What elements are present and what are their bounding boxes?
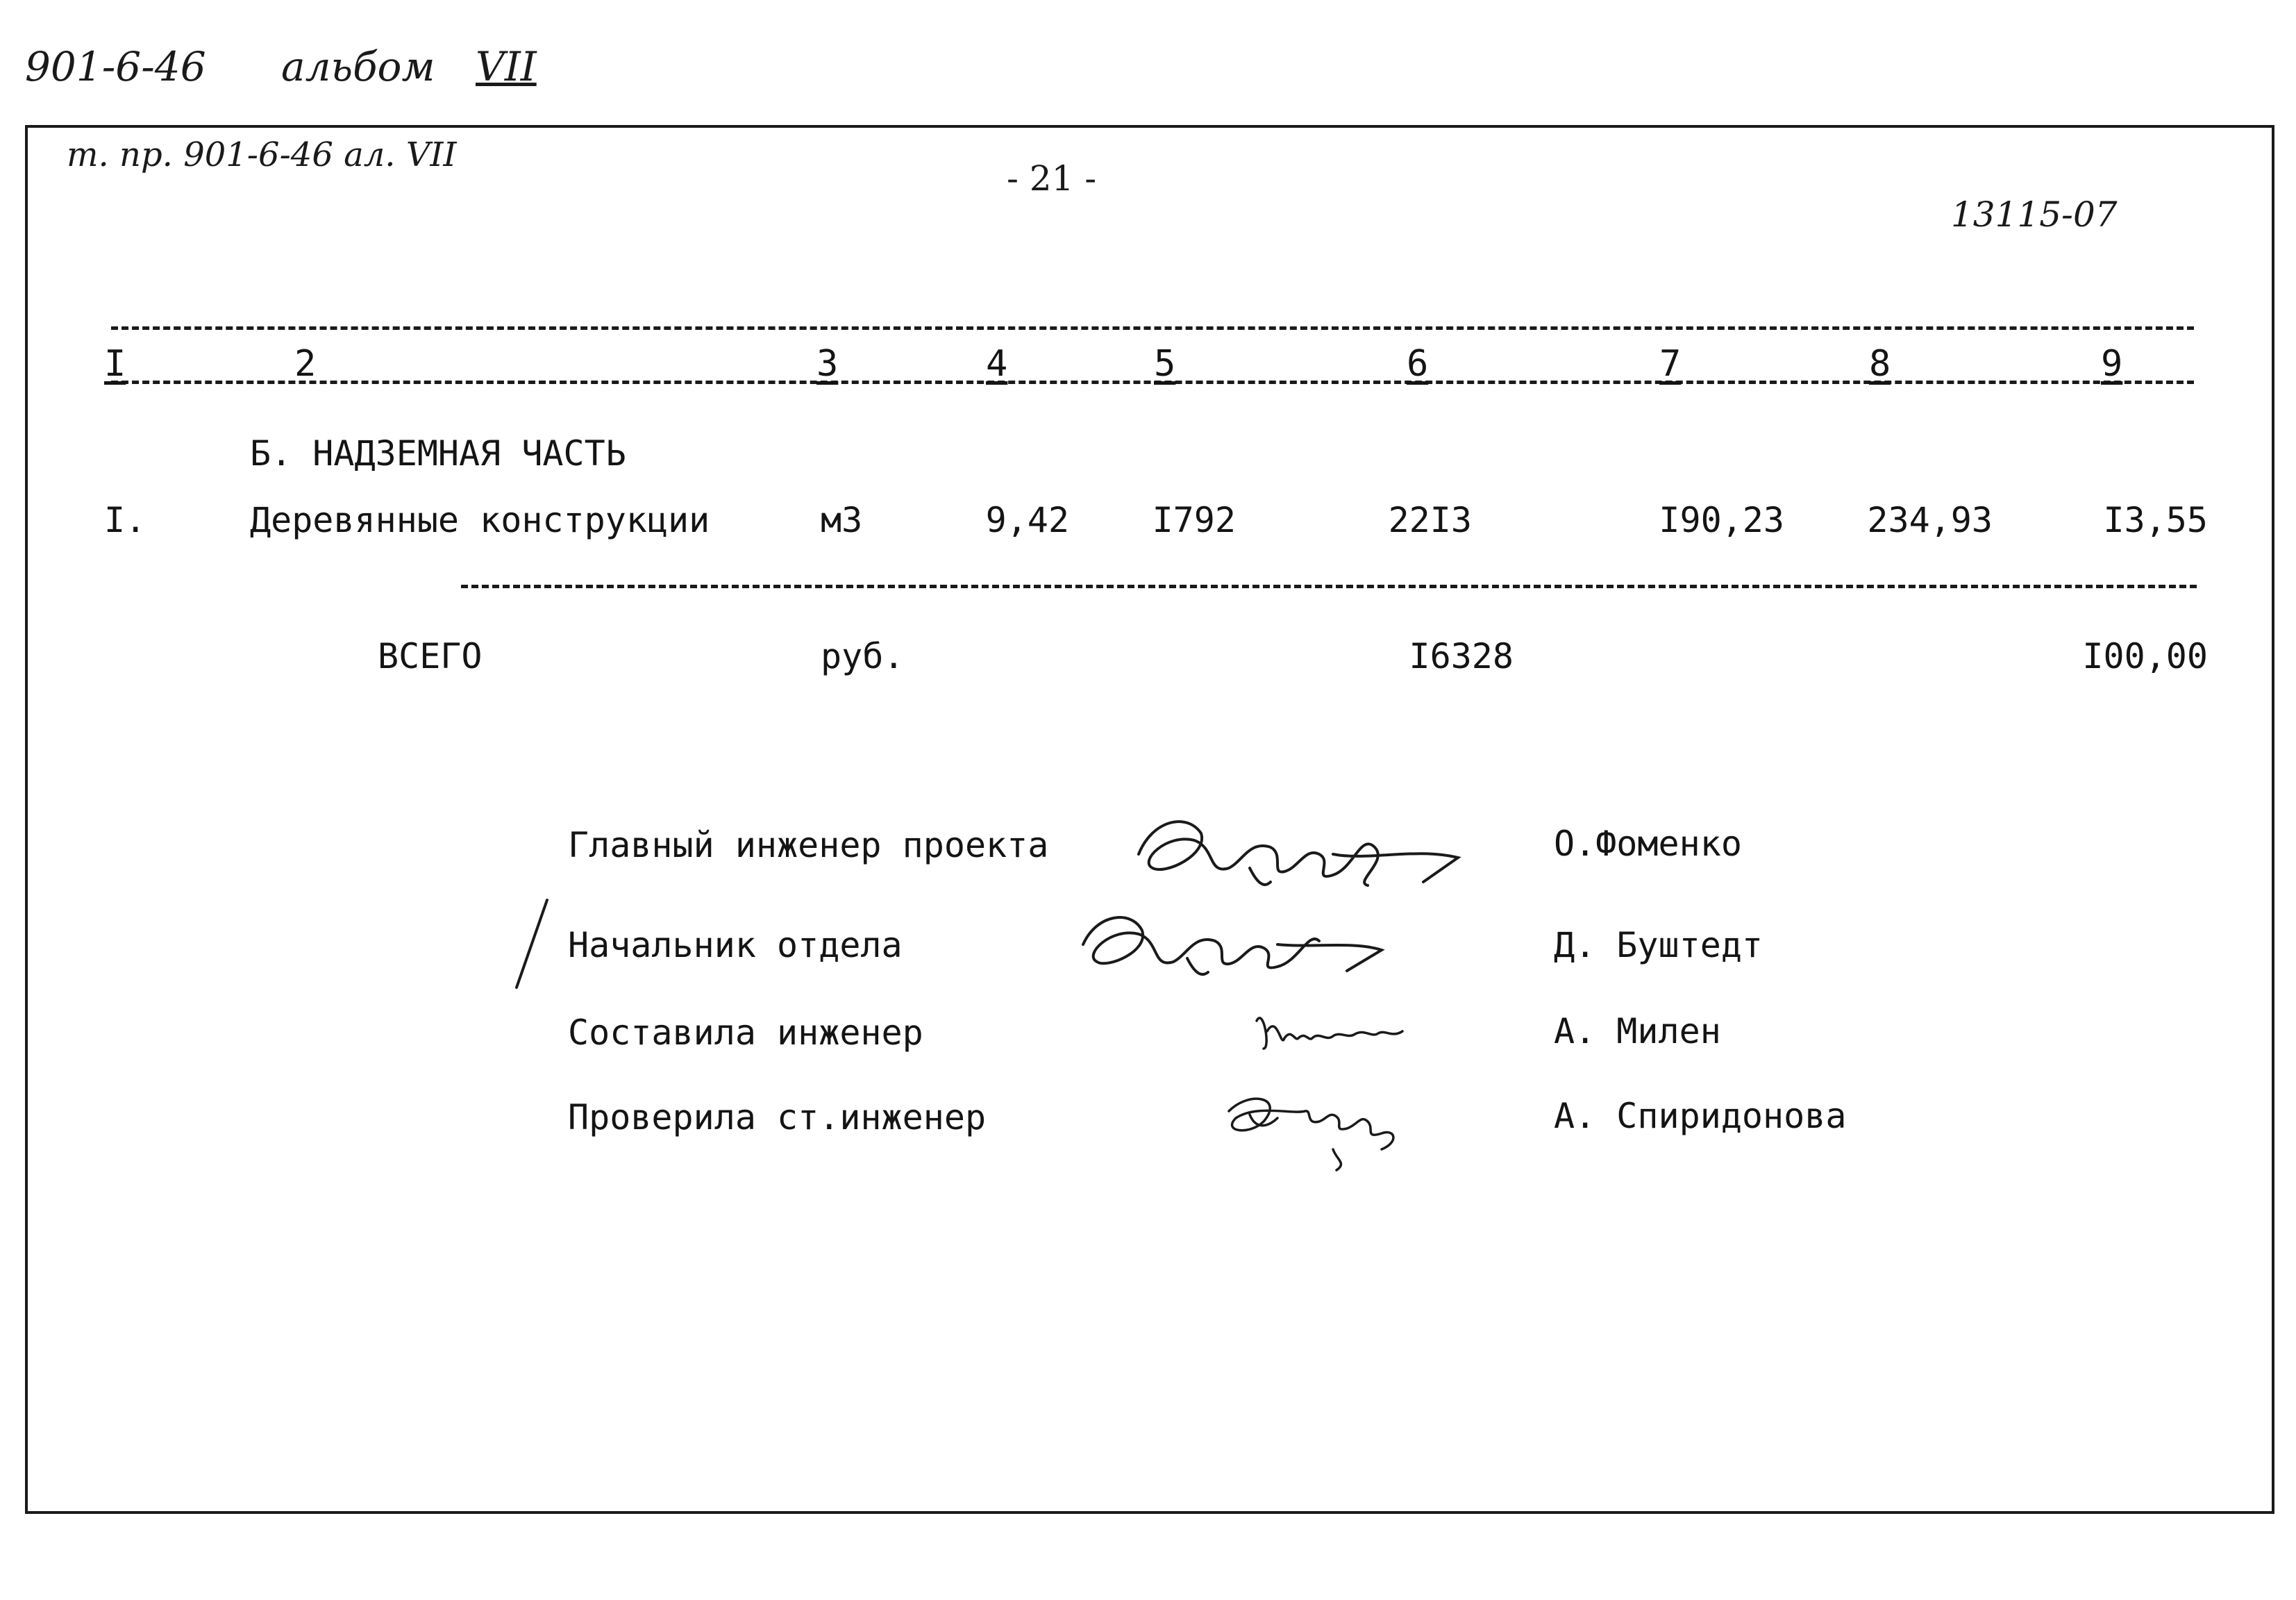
check-mark-icon xyxy=(511,896,553,993)
album-volume: VII xyxy=(475,43,537,90)
signature-fomenko-1 xyxy=(1125,806,1472,896)
signature-fomenko-2 xyxy=(1069,903,1389,979)
total-col6: I6328 xyxy=(1409,636,1514,676)
signer-name-3: А. Милен xyxy=(1554,1011,1721,1051)
album-reference xyxy=(25,43,537,90)
signer-role-4: Проверила ст.инженер xyxy=(568,1097,987,1138)
column-header-5: 5 xyxy=(1154,343,1176,385)
column-header-9: 9 xyxy=(2101,343,2123,385)
row-name: Деревянные конструкции xyxy=(250,500,710,540)
row-col9: I3,55 xyxy=(2103,500,2208,540)
row-unit: м3 xyxy=(821,500,863,540)
page-number: - 21 - xyxy=(1007,158,1097,199)
total-rule xyxy=(461,585,2197,588)
column-header-6: 6 xyxy=(1407,343,1429,385)
row-col4: 9,42 xyxy=(985,500,1069,540)
column-header-1: I xyxy=(104,343,126,385)
row-col8: 234,93 xyxy=(1867,500,1993,540)
document-code: 13115-07 xyxy=(1951,194,2118,235)
column-header-8: 8 xyxy=(1869,343,1891,385)
signer-role-1: Главный инженер проекта xyxy=(568,825,1049,865)
signer-name-2: Д. Буштедт xyxy=(1554,925,1763,965)
section-title: Б. НАДЗЕМНАЯ ЧАСТЬ xyxy=(250,433,626,474)
row-col7: I90,23 xyxy=(1659,500,1784,540)
header-top-rule xyxy=(111,326,2194,330)
signature-milen xyxy=(1243,1000,1423,1062)
column-header-7: 7 xyxy=(1659,343,1682,385)
total-unit: руб. xyxy=(821,636,905,676)
row-number: I. xyxy=(104,500,146,540)
signer-role-2: Начальник отдела xyxy=(568,925,903,965)
signer-role-3: Составила инженер xyxy=(568,1012,923,1053)
total-label: ВСЕГО xyxy=(378,636,483,676)
column-header-3: 3 xyxy=(816,343,839,385)
row-col6: 22I3 xyxy=(1388,500,1472,540)
album-word: альбом xyxy=(281,43,435,90)
row-col5: I792 xyxy=(1152,500,1236,540)
project-reference: т. пр. 901-6-46 ал. VII xyxy=(67,135,457,174)
column-header-2: 2 xyxy=(294,343,317,385)
signer-name-1: О.Фоменко xyxy=(1554,824,1742,864)
total-col9: I00,00 xyxy=(2082,636,2208,676)
signature-spiridonova xyxy=(1208,1083,1416,1174)
signer-name-4: А. Спиридонова xyxy=(1554,1096,1847,1136)
column-header-4: 4 xyxy=(986,343,1008,385)
album-ref-number: 901-6-46 xyxy=(25,43,206,90)
